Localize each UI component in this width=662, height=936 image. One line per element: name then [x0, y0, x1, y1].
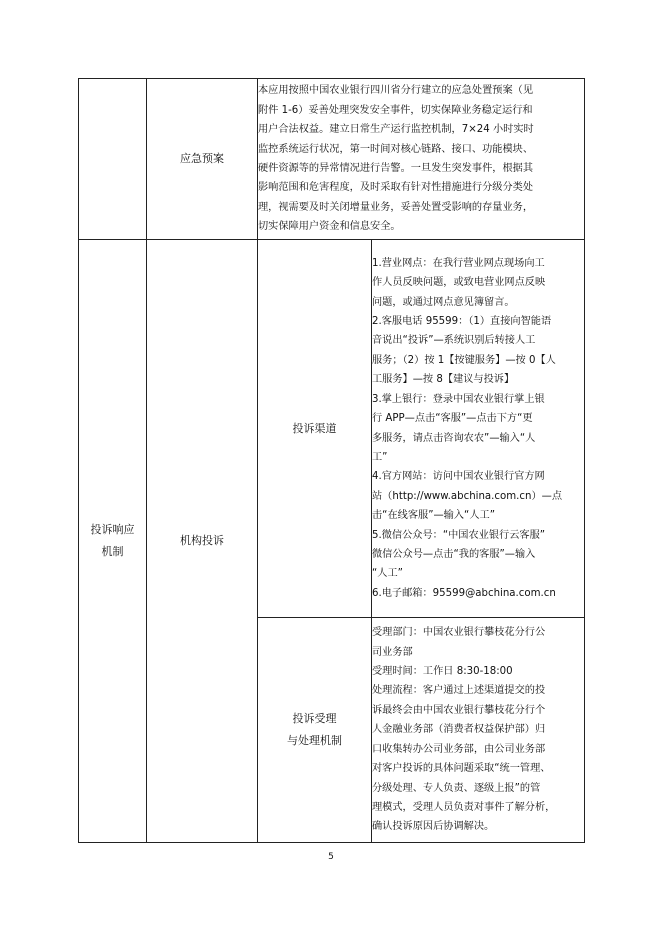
- text-line: 分级处理、专人负责、逐级上报”的管: [372, 782, 541, 794]
- text-line: 用户合法权益。建立日常生产运行监控机制，7×24 小时实时: [258, 124, 534, 136]
- policy-table: [78, 78, 585, 843]
- text-line: 本应用按照中国农业银行四川省分行建立的应急处置预案（见: [258, 85, 534, 97]
- label-line: 机制: [101, 545, 124, 558]
- text-line: 人金融业务部（消费者权益保护部）归: [372, 724, 546, 736]
- text-line: 影响范围和危害程度，及时采取有针对性措施进行分级分类处: [258, 182, 534, 194]
- text-line: 诉最终会由中国农业银行攀枝花分行个: [372, 704, 546, 716]
- text-line: 6.电子邮箱：95599@abchina.com.cn: [372, 587, 556, 599]
- text-line: 监控系统运行状况，第一时间对核心链路、接口、功能模块、: [258, 143, 534, 155]
- row-label-emergency-plan: 应急预案: [147, 79, 258, 240]
- complaint-mechanism-label: [79, 240, 147, 843]
- text-line: 击“在线客服”—输入“人工”: [372, 510, 495, 522]
- institution-complaint-label: 机构投诉: [147, 240, 258, 843]
- text-line: 3.掌上银行：登录中国农业银行掌上银: [372, 393, 545, 405]
- text-line: 1.营业网点：在我行营业网点现场向工: [372, 257, 545, 269]
- text-line: 多服务，请点击咨询农农”—输入“人: [372, 432, 536, 444]
- table-row: [79, 240, 585, 618]
- text-line: 处理流程：客户通过上述渠道提交的投: [372, 685, 546, 697]
- text-line: 受理时间：工作日 8:30-18:00: [372, 666, 513, 678]
- text-line: 服务；（2）按 1【按键服务】—按 0【人: [372, 354, 556, 366]
- text-line: 4.官方网站：访问中国农业银行官方网: [372, 471, 545, 483]
- text-line: 硬件资源等的异常情况进行告警。一旦发生突发事件，根据其: [258, 163, 534, 174]
- text-line: 工服务】—按 8【建议与投诉】: [372, 374, 515, 386]
- text-line: 音说出“投诉”—系统识别后转接人工: [372, 335, 536, 347]
- text-line: 受理部门：中国农业银行攀枝花分行公: [372, 627, 546, 639]
- text-line: 微信公众号—点击“我的客服”—输入: [372, 548, 536, 560]
- label-line: 与处理机制: [287, 734, 342, 747]
- page-number: 5: [328, 852, 334, 862]
- text-line: “人工”: [372, 568, 403, 580]
- text-line: 工”: [372, 451, 388, 463]
- text-line: 5.微信公众号：“中国农业银行云客服”: [372, 529, 546, 541]
- text-line: 站（http://www.abchina.com.cn）—点: [372, 490, 563, 502]
- complaint-channels-label: 投诉渠道: [258, 240, 372, 618]
- empty-cell: [79, 79, 147, 240]
- text-line: 确认投诉原因后协调解决。: [372, 821, 495, 833]
- text-line: 对客户投诉的具体问题采取“统一管理、: [372, 763, 551, 775]
- complaint-channels-text: [372, 240, 585, 618]
- complaint-handling-label: [258, 618, 372, 843]
- text-line: 行 APP—点击“客服”—点击下方“更: [372, 413, 533, 425]
- complaint-handling-text: [372, 618, 585, 843]
- text-line: 理模式，受理人员负责对事件了解分析，: [372, 801, 556, 813]
- text-line: 切实保障用户资金和信息安全。: [258, 221, 401, 233]
- text-line: 2.客服电话 95599：（1）直接向智能语: [372, 316, 552, 328]
- table-row: [79, 79, 585, 240]
- label-line: 投诉受理: [292, 712, 337, 725]
- text-line: 问题，或通过网点意见簿留言。: [372, 296, 515, 308]
- label-line: 投诉响应: [90, 523, 135, 536]
- text-line: 作人员反映问题，或致电营业网点反映: [372, 277, 546, 289]
- text-line: 司业务部: [372, 646, 413, 658]
- text-line: 理，视需要及时关闭增量业务，妥善处置受影响的存量业务，: [258, 201, 534, 213]
- text-line: 口收集转办公司业务部，由公司业务部: [372, 743, 546, 755]
- emergency-plan-text: [258, 79, 585, 240]
- text-line: 附件 1-6）妥善处理突发安全事件，切实保障业务稳定运行和: [258, 104, 533, 116]
